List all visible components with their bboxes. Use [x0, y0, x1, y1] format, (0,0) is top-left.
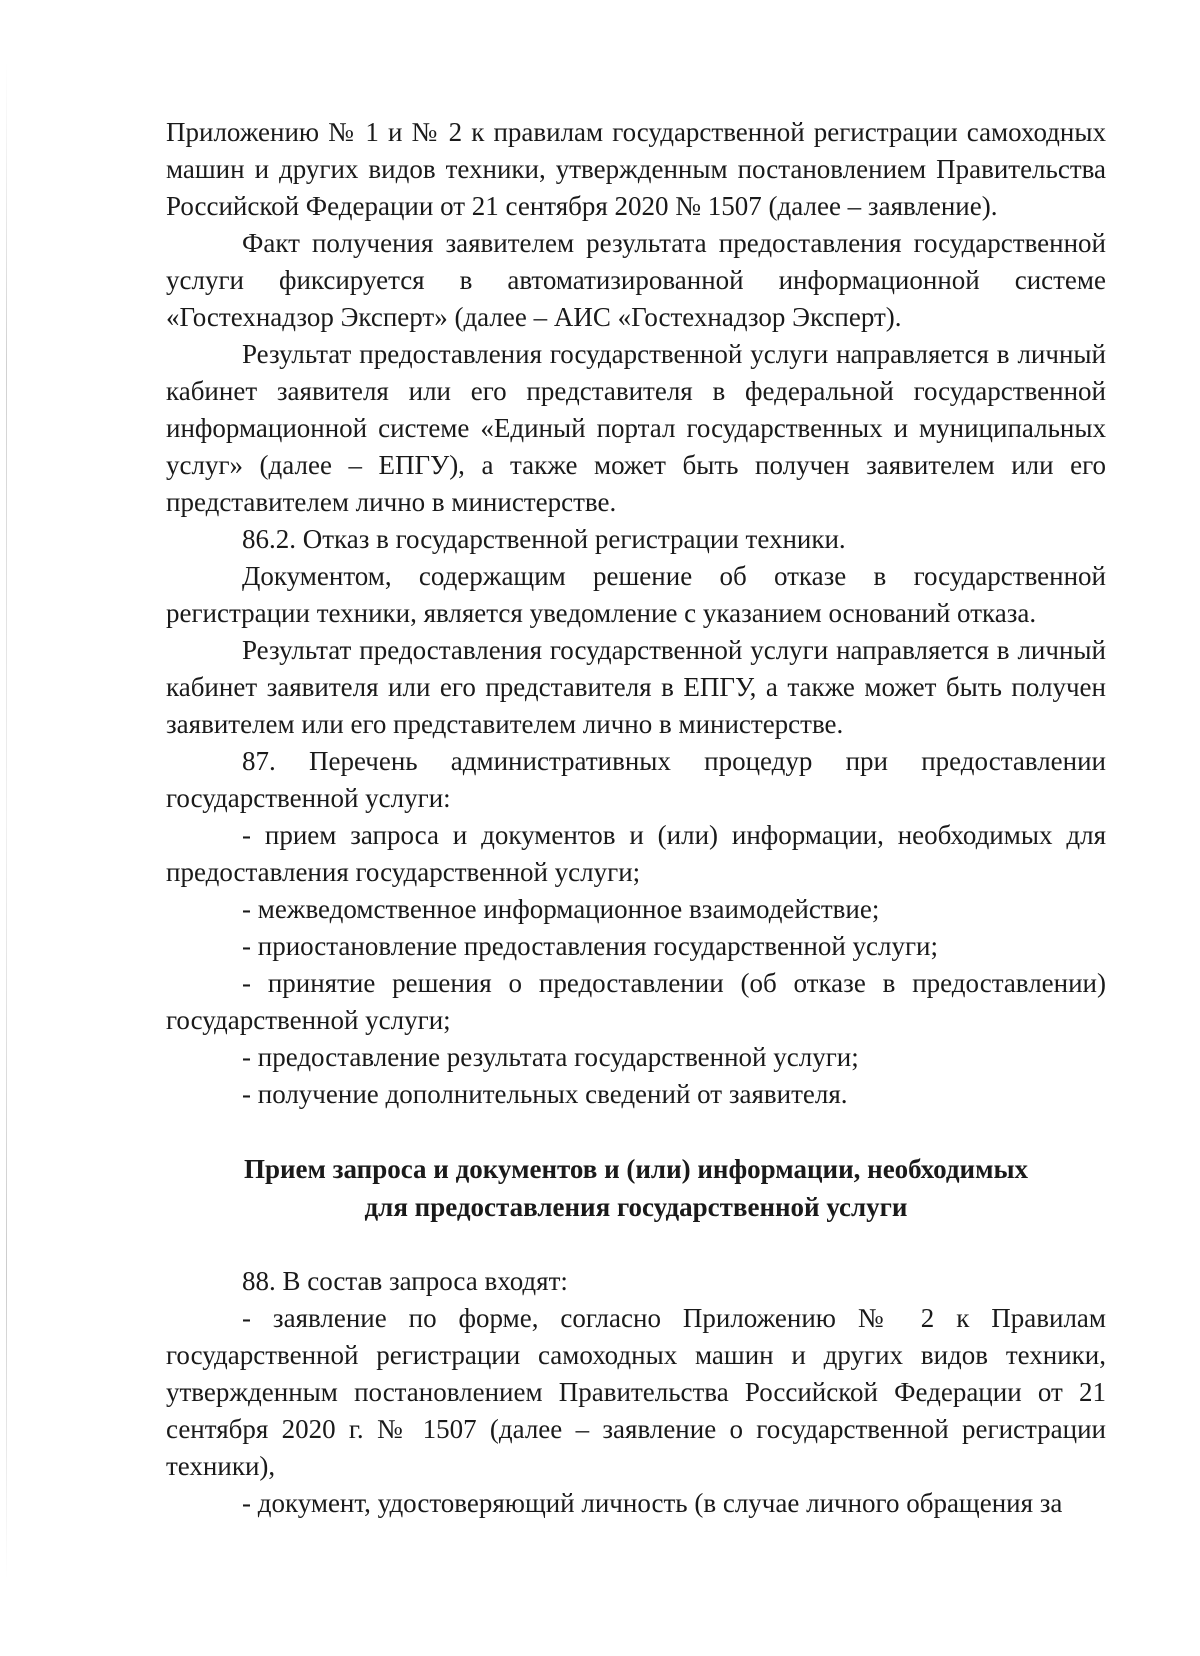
list-item: - прием запроса и документов и (или) информации, необходимых для предоставления государственной услуги; [166, 820, 1106, 887]
list-item: - предоставление результата государственной услуги; [242, 1042, 859, 1072]
list-item: - межведомственное информационное взаимодействие; [242, 894, 880, 924]
list-item: - документ, удостоверяющий личность (в случае личного обращения за [242, 1488, 1063, 1518]
section-heading-line-1: Прием запроса и документов и (или) информации, необходимых [243, 1154, 1029, 1184]
paragraph-result-delivery: Результат предоставления государственной услуги направляется в личный кабинет заявителя или его представителя в федеральной государственной информационной системе «Единый портал государственных и муниципальных услуг» (далее – ЕПГУ), а также может быть получен заявителем или его представителем лично в министерстве. [166, 339, 1106, 517]
paragraph-result-delivery-epgu: Результат предоставления государственной услуги направляется в личный кабинет заявителя или его представителя в ЕПГУ, а также может быть получен заявителем или его представителем лично в министерстве. [166, 635, 1106, 739]
paragraph-88: 88. В состав запроса входят: [242, 1266, 568, 1296]
list-item: - заявление по форме, согласно Приложению № 2 к Правилам государственной регистрации самоходных машин и других видов техники, утвержденным постановлением Правительства Российской Федерации от 21 сентября 2020 г. № 1507 (далее – заявление о государственной регистрации техники), [166, 1303, 1106, 1481]
document-body [166, 114, 1106, 1522]
section-heading [166, 1150, 1106, 1226]
scan-edge-line [6, 60, 7, 1580]
list-item: - получение дополнительных сведений от заявителя. [242, 1079, 848, 1109]
section-heading-line-2: для предоставления государственной услуги [364, 1192, 908, 1222]
paragraph-refusal-document: Документом, содержащим решение об отказе в государственной регистрации техники, является уведомление с указанием оснований отказа. [166, 561, 1106, 628]
paragraph-continuation: Приложению № 1 и № 2 к правилам государственной регистрации самоходных машин и других видов техники, утвержденным постановлением Правительства Российской Федерации от 21 сентября 2020 № 1507 (далее – заявление). [166, 117, 1106, 221]
paragraph-fact-receipt: Факт получения заявителем результата предоставления государственной услуги фиксируется в автоматизированной информационной системе «Гостехнадзор Эксперт» (далее – АИС «Гостехнадзор Эксперт). [166, 228, 1106, 332]
paragraph-86-2: 86.2. Отказ в государственной регистрации техники. [242, 524, 846, 554]
list-item: - приостановление предоставления государственной услуги; [242, 931, 939, 961]
paragraph-87: 87. Перечень административных процедур при предоставлении государственной услуги: [166, 746, 1106, 813]
list-item: - принятие решения о предоставлении (об отказе в предоставлении) государственной услуги; [166, 968, 1106, 1035]
